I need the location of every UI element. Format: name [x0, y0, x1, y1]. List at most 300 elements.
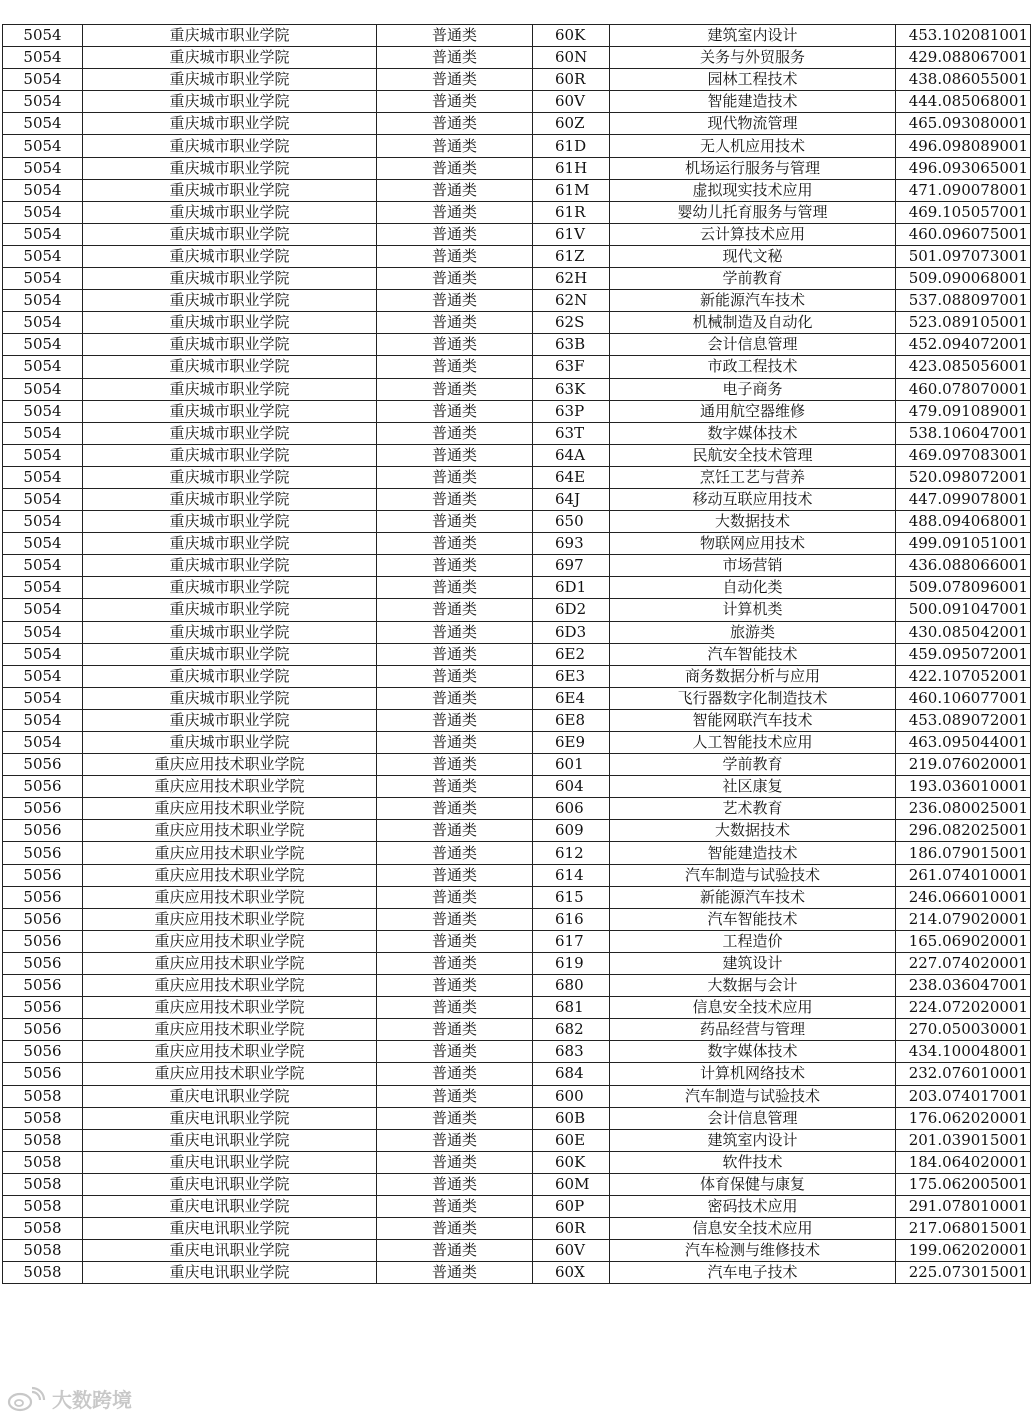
school-code-cell: 5056	[3, 997, 83, 1019]
score-cell: 499.091051001	[896, 533, 1031, 555]
category-cell: 普通类	[377, 665, 533, 687]
school-name-cell: 重庆应用技术职业学院	[83, 997, 377, 1019]
school-name-cell: 重庆城市职业学院	[83, 488, 377, 510]
major-code-cell: 60E	[533, 1129, 610, 1151]
table-row	[3, 687, 1031, 709]
score-cell: 465.093080001	[896, 113, 1031, 135]
major-code-cell: 697	[533, 555, 610, 577]
table-row	[3, 1019, 1031, 1041]
score-cell: 452.094072001	[896, 334, 1031, 356]
school-code-cell: 5058	[3, 1151, 83, 1173]
table-row	[3, 555, 1031, 577]
school-name-cell: 重庆应用技术职业学院	[83, 1019, 377, 1041]
school-code-cell: 5054	[3, 135, 83, 157]
major-code-cell: 612	[533, 842, 610, 864]
table-row	[3, 135, 1031, 157]
table-row	[3, 268, 1031, 290]
major-code-cell: 6D2	[533, 599, 610, 621]
category-cell: 普通类	[377, 621, 533, 643]
table-row	[3, 952, 1031, 974]
table-row	[3, 1129, 1031, 1151]
school-name-cell: 重庆城市职业学院	[83, 312, 377, 334]
table-row	[3, 533, 1031, 555]
school-code-cell: 5056	[3, 1063, 83, 1085]
school-code-cell: 5054	[3, 665, 83, 687]
school-code-cell: 5056	[3, 754, 83, 776]
major-code-cell: 650	[533, 511, 610, 533]
major-code-cell: 617	[533, 930, 610, 952]
major-code-cell: 6E3	[533, 665, 610, 687]
table-row	[3, 820, 1031, 842]
school-code-cell: 5054	[3, 488, 83, 510]
table-row	[3, 223, 1031, 245]
major-code-cell: 62N	[533, 290, 610, 312]
major-code-cell: 60Z	[533, 113, 610, 135]
major-name-cell: 飞行器数字化制造技术	[610, 687, 896, 709]
table-row	[3, 356, 1031, 378]
major-code-cell: 60P	[533, 1195, 610, 1217]
score-cell: 203.074017001	[896, 1085, 1031, 1107]
school-name-cell: 重庆电讯职业学院	[83, 1151, 377, 1173]
school-name-cell: 重庆电讯职业学院	[83, 1173, 377, 1195]
score-cell: 496.093065001	[896, 157, 1031, 179]
table-row	[3, 1041, 1031, 1063]
table-row	[3, 864, 1031, 886]
major-code-cell: 606	[533, 798, 610, 820]
category-cell: 普通类	[377, 113, 533, 135]
school-name-cell: 重庆城市职业学院	[83, 378, 377, 400]
school-name-cell: 重庆应用技术职业学院	[83, 1063, 377, 1085]
major-name-cell: 关务与外贸服务	[610, 47, 896, 69]
major-name-cell: 婴幼儿托育服务与管理	[610, 201, 896, 223]
major-name-cell: 智能网联汽车技术	[610, 709, 896, 731]
category-cell: 普通类	[377, 687, 533, 709]
score-cell: 520.098072001	[896, 466, 1031, 488]
table-row	[3, 466, 1031, 488]
table-row	[3, 1262, 1031, 1284]
major-name-cell: 自动化类	[610, 577, 896, 599]
category-cell: 普通类	[377, 25, 533, 47]
score-cell: 436.088066001	[896, 555, 1031, 577]
school-code-cell: 5056	[3, 952, 83, 974]
score-cell: 523.089105001	[896, 312, 1031, 334]
score-cell: 217.068015001	[896, 1218, 1031, 1240]
major-name-cell: 移动互联应用技术	[610, 488, 896, 510]
school-name-cell: 重庆应用技术职业学院	[83, 908, 377, 930]
school-code-cell: 5056	[3, 798, 83, 820]
score-cell: 199.062020001	[896, 1240, 1031, 1262]
school-code-cell: 5056	[3, 842, 83, 864]
school-code-cell: 5056	[3, 864, 83, 886]
school-name-cell: 重庆电讯职业学院	[83, 1240, 377, 1262]
category-cell: 普通类	[377, 1107, 533, 1129]
category-cell: 普通类	[377, 754, 533, 776]
score-cell: 453.089072001	[896, 709, 1031, 731]
major-name-cell: 市政工程技术	[610, 356, 896, 378]
major-code-cell: 6D1	[533, 577, 610, 599]
school-name-cell: 重庆城市职业学院	[83, 643, 377, 665]
table-row	[3, 245, 1031, 267]
major-name-cell: 汽车检测与维修技术	[610, 1240, 896, 1262]
score-cell: 537.088097001	[896, 290, 1031, 312]
school-code-cell: 5058	[3, 1173, 83, 1195]
major-code-cell: 60X	[533, 1262, 610, 1284]
school-name-cell: 重庆城市职业学院	[83, 511, 377, 533]
major-name-cell: 人工智能技术应用	[610, 732, 896, 754]
category-cell: 普通类	[377, 930, 533, 952]
school-code-cell: 5054	[3, 466, 83, 488]
table-row	[3, 577, 1031, 599]
major-code-cell: 6E2	[533, 643, 610, 665]
score-cell: 225.073015001	[896, 1262, 1031, 1284]
school-name-cell: 重庆城市职业学院	[83, 69, 377, 91]
school-name-cell: 重庆城市职业学院	[83, 113, 377, 135]
score-cell: 460.078070001	[896, 378, 1031, 400]
major-name-cell: 社区康复	[610, 776, 896, 798]
school-name-cell: 重庆电讯职业学院	[83, 1107, 377, 1129]
major-code-cell: 60V	[533, 91, 610, 113]
school-name-cell: 重庆城市职业学院	[83, 47, 377, 69]
category-cell: 普通类	[377, 356, 533, 378]
score-cell: 444.085068001	[896, 91, 1031, 113]
table-row	[3, 1107, 1031, 1129]
category-cell: 普通类	[377, 47, 533, 69]
school-name-cell: 重庆应用技术职业学院	[83, 798, 377, 820]
score-cell: 460.106077001	[896, 687, 1031, 709]
school-name-cell: 重庆城市职业学院	[83, 157, 377, 179]
category-cell: 普通类	[377, 444, 533, 466]
school-name-cell: 重庆城市职业学院	[83, 290, 377, 312]
major-name-cell: 旅游类	[610, 621, 896, 643]
major-name-cell: 药品经营与管理	[610, 1019, 896, 1041]
major-name-cell: 大数据技术	[610, 820, 896, 842]
major-code-cell: 62S	[533, 312, 610, 334]
score-cell: 193.036010001	[896, 776, 1031, 798]
major-code-cell: 609	[533, 820, 610, 842]
major-name-cell: 数字媒体技术	[610, 422, 896, 444]
major-code-cell: 61R	[533, 201, 610, 223]
school-name-cell: 重庆城市职业学院	[83, 533, 377, 555]
score-cell: 201.039015001	[896, 1129, 1031, 1151]
score-cell: 429.088067001	[896, 47, 1031, 69]
major-code-cell: 601	[533, 754, 610, 776]
school-name-cell: 重庆应用技术职业学院	[83, 820, 377, 842]
category-cell: 普通类	[377, 776, 533, 798]
school-code-cell: 5058	[3, 1085, 83, 1107]
table-row	[3, 25, 1031, 47]
major-name-cell: 机场运行服务与管理	[610, 157, 896, 179]
category-cell: 普通类	[377, 908, 533, 930]
score-cell: 509.078096001	[896, 577, 1031, 599]
major-name-cell: 汽车制造与试验技术	[610, 1085, 896, 1107]
school-name-cell: 重庆应用技术职业学院	[83, 776, 377, 798]
category-cell: 普通类	[377, 886, 533, 908]
major-name-cell: 汽车电子技术	[610, 1262, 896, 1284]
score-cell: 238.036047001	[896, 975, 1031, 997]
school-code-cell: 5054	[3, 69, 83, 91]
school-code-cell: 5054	[3, 599, 83, 621]
school-code-cell: 5054	[3, 621, 83, 643]
major-code-cell: 682	[533, 1019, 610, 1041]
major-name-cell: 计算机网络技术	[610, 1063, 896, 1085]
school-name-cell: 重庆城市职业学院	[83, 422, 377, 444]
category-cell: 普通类	[377, 975, 533, 997]
category-cell: 普通类	[377, 1063, 533, 1085]
table-row	[3, 776, 1031, 798]
school-code-cell: 5054	[3, 157, 83, 179]
school-code-cell: 5054	[3, 245, 83, 267]
score-cell: 270.050030001	[896, 1019, 1031, 1041]
school-name-cell: 重庆电讯职业学院	[83, 1195, 377, 1217]
major-name-cell: 建筑室内设计	[610, 25, 896, 47]
table-row	[3, 842, 1031, 864]
table-row	[3, 732, 1031, 754]
score-cell: 291.078010001	[896, 1195, 1031, 1217]
school-name-cell: 重庆应用技术职业学院	[83, 1041, 377, 1063]
score-cell: 538.106047001	[896, 422, 1031, 444]
school-code-cell: 5058	[3, 1240, 83, 1262]
school-name-cell: 重庆电讯职业学院	[83, 1262, 377, 1284]
category-cell: 普通类	[377, 997, 533, 1019]
major-name-cell: 汽车制造与试验技术	[610, 864, 896, 886]
school-name-cell: 重庆城市职业学院	[83, 334, 377, 356]
score-cell: 423.085056001	[896, 356, 1031, 378]
score-cell: 175.062005001	[896, 1173, 1031, 1195]
major-name-cell: 大数据技术	[610, 511, 896, 533]
school-name-cell: 重庆城市职业学院	[83, 268, 377, 290]
major-code-cell: 693	[533, 533, 610, 555]
major-name-cell: 计算机类	[610, 599, 896, 621]
major-name-cell: 大数据与会计	[610, 975, 896, 997]
table-row	[3, 1195, 1031, 1217]
school-code-cell: 5058	[3, 1195, 83, 1217]
major-code-cell: 60R	[533, 69, 610, 91]
major-name-cell: 物联网应用技术	[610, 533, 896, 555]
major-code-cell: 681	[533, 997, 610, 1019]
school-name-cell: 重庆应用技术职业学院	[83, 975, 377, 997]
table-row	[3, 511, 1031, 533]
major-code-cell: 684	[533, 1063, 610, 1085]
score-cell: 232.076010001	[896, 1063, 1031, 1085]
major-name-cell: 学前教育	[610, 754, 896, 776]
admission-score-table	[2, 24, 1031, 1284]
table-row	[3, 201, 1031, 223]
school-code-cell: 5054	[3, 25, 83, 47]
major-name-cell: 工程造价	[610, 930, 896, 952]
table-row	[3, 886, 1031, 908]
school-code-cell: 5056	[3, 776, 83, 798]
weibo-logo-icon	[6, 1386, 46, 1412]
score-cell: 460.096075001	[896, 223, 1031, 245]
major-code-cell: 61H	[533, 157, 610, 179]
score-cell: 184.064020001	[896, 1151, 1031, 1173]
major-name-cell: 体育保健与康复	[610, 1173, 896, 1195]
score-cell: 500.091047001	[896, 599, 1031, 621]
score-cell: 422.107052001	[896, 665, 1031, 687]
category-cell: 普通类	[377, 798, 533, 820]
major-code-cell: 63T	[533, 422, 610, 444]
school-code-cell: 5054	[3, 422, 83, 444]
major-name-cell: 民航安全技术管理	[610, 444, 896, 466]
table-row	[3, 312, 1031, 334]
table-row	[3, 908, 1031, 930]
category-cell: 普通类	[377, 422, 533, 444]
major-name-cell: 汽车智能技术	[610, 908, 896, 930]
major-name-cell: 机械制造及自动化	[610, 312, 896, 334]
category-cell: 普通类	[377, 820, 533, 842]
major-code-cell: 63K	[533, 378, 610, 400]
school-code-cell: 5054	[3, 444, 83, 466]
major-name-cell: 信息安全技术应用	[610, 997, 896, 1019]
school-code-cell: 5054	[3, 533, 83, 555]
school-name-cell: 重庆城市职业学院	[83, 135, 377, 157]
school-name-cell: 重庆城市职业学院	[83, 179, 377, 201]
table-row	[3, 488, 1031, 510]
table-row	[3, 709, 1031, 731]
school-code-cell: 5058	[3, 1107, 83, 1129]
category-cell: 普通类	[377, 1041, 533, 1063]
category-cell: 普通类	[377, 1262, 533, 1284]
score-cell: 479.091089001	[896, 400, 1031, 422]
category-cell: 普通类	[377, 1173, 533, 1195]
score-cell: 509.090068001	[896, 268, 1031, 290]
school-name-cell: 重庆应用技术职业学院	[83, 952, 377, 974]
school-code-cell: 5058	[3, 1218, 83, 1240]
category-cell: 普通类	[377, 400, 533, 422]
category-cell: 普通类	[377, 157, 533, 179]
major-code-cell: 61M	[533, 179, 610, 201]
category-cell: 普通类	[377, 511, 533, 533]
school-name-cell: 重庆城市职业学院	[83, 25, 377, 47]
school-name-cell: 重庆城市职业学院	[83, 621, 377, 643]
score-cell: 501.097073001	[896, 245, 1031, 267]
category-cell: 普通类	[377, 1195, 533, 1217]
school-name-cell: 重庆城市职业学院	[83, 245, 377, 267]
score-cell: 296.082025001	[896, 820, 1031, 842]
school-name-cell: 重庆应用技术职业学院	[83, 930, 377, 952]
school-code-cell: 5058	[3, 1129, 83, 1151]
category-cell: 普通类	[377, 179, 533, 201]
school-name-cell: 重庆应用技术职业学院	[83, 886, 377, 908]
school-code-cell: 5054	[3, 179, 83, 201]
major-code-cell: 63F	[533, 356, 610, 378]
school-name-cell: 重庆城市职业学院	[83, 356, 377, 378]
school-code-cell: 5056	[3, 975, 83, 997]
score-cell: 434.100048001	[896, 1041, 1031, 1063]
category-cell: 普通类	[377, 533, 533, 555]
school-code-cell: 5054	[3, 290, 83, 312]
major-code-cell: 63B	[533, 334, 610, 356]
school-code-cell: 5054	[3, 356, 83, 378]
school-name-cell: 重庆城市职业学院	[83, 687, 377, 709]
category-cell: 普通类	[377, 952, 533, 974]
school-code-cell: 5054	[3, 732, 83, 754]
school-code-cell: 5054	[3, 113, 83, 135]
school-name-cell: 重庆城市职业学院	[83, 709, 377, 731]
score-cell: 186.079015001	[896, 842, 1031, 864]
category-cell: 普通类	[377, 709, 533, 731]
watermark	[6, 1384, 132, 1413]
table-row	[3, 91, 1031, 113]
major-code-cell: 619	[533, 952, 610, 974]
school-code-cell: 5054	[3, 577, 83, 599]
category-cell: 普通类	[377, 1240, 533, 1262]
table-row	[3, 930, 1031, 952]
major-name-cell: 信息安全技术应用	[610, 1218, 896, 1240]
major-code-cell: 6E8	[533, 709, 610, 731]
table-row	[3, 1240, 1031, 1262]
score-cell: 447.099078001	[896, 488, 1031, 510]
major-code-cell: 61D	[533, 135, 610, 157]
school-name-cell: 重庆城市职业学院	[83, 732, 377, 754]
score-cell: 496.098089001	[896, 135, 1031, 157]
school-code-cell: 5054	[3, 312, 83, 334]
category-cell: 普通类	[377, 135, 533, 157]
score-cell: 246.066010001	[896, 886, 1031, 908]
school-code-cell: 5054	[3, 91, 83, 113]
major-code-cell: 615	[533, 886, 610, 908]
category-cell: 普通类	[377, 312, 533, 334]
major-name-cell: 现代文秘	[610, 245, 896, 267]
major-name-cell: 艺术教育	[610, 798, 896, 820]
category-cell: 普通类	[377, 577, 533, 599]
major-code-cell: 60N	[533, 47, 610, 69]
category-cell: 普通类	[377, 555, 533, 577]
category-cell: 普通类	[377, 69, 533, 91]
table-row	[3, 400, 1031, 422]
major-name-cell: 通用航空器维修	[610, 400, 896, 422]
score-cell: 469.105057001	[896, 201, 1031, 223]
school-code-cell: 5056	[3, 820, 83, 842]
score-cell: 165.069020001	[896, 930, 1031, 952]
school-name-cell: 重庆城市职业学院	[83, 223, 377, 245]
table-row	[3, 69, 1031, 91]
score-cell: 176.062020001	[896, 1107, 1031, 1129]
table-row	[3, 290, 1031, 312]
category-cell: 普通类	[377, 245, 533, 267]
school-name-cell: 重庆电讯职业学院	[83, 1085, 377, 1107]
major-code-cell: 61Z	[533, 245, 610, 267]
major-code-cell: 6D3	[533, 621, 610, 643]
score-cell: 469.097083001	[896, 444, 1031, 466]
major-name-cell: 建筑设计	[610, 952, 896, 974]
category-cell: 普通类	[377, 268, 533, 290]
major-code-cell: 614	[533, 864, 610, 886]
major-name-cell: 园林工程技术	[610, 69, 896, 91]
school-name-cell: 重庆电讯职业学院	[83, 1129, 377, 1151]
major-code-cell: 60M	[533, 1173, 610, 1195]
major-code-cell: 60V	[533, 1240, 610, 1262]
category-cell: 普通类	[377, 1129, 533, 1151]
score-cell: 438.086055001	[896, 69, 1031, 91]
category-cell: 普通类	[377, 201, 533, 223]
score-cell: 214.079020001	[896, 908, 1031, 930]
school-name-cell: 重庆城市职业学院	[83, 466, 377, 488]
major-code-cell: 60B	[533, 1107, 610, 1129]
table-row	[3, 754, 1031, 776]
major-name-cell: 软件技术	[610, 1151, 896, 1173]
school-name-cell: 重庆应用技术职业学院	[83, 842, 377, 864]
school-code-cell: 5056	[3, 1019, 83, 1041]
table-row	[3, 1063, 1031, 1085]
school-name-cell: 重庆电讯职业学院	[83, 1218, 377, 1240]
score-cell: 453.102081001	[896, 25, 1031, 47]
major-code-cell: 600	[533, 1085, 610, 1107]
major-code-cell: 61V	[533, 223, 610, 245]
school-code-cell: 5056	[3, 930, 83, 952]
major-name-cell: 智能建造技术	[610, 842, 896, 864]
score-cell: 236.080025001	[896, 798, 1031, 820]
